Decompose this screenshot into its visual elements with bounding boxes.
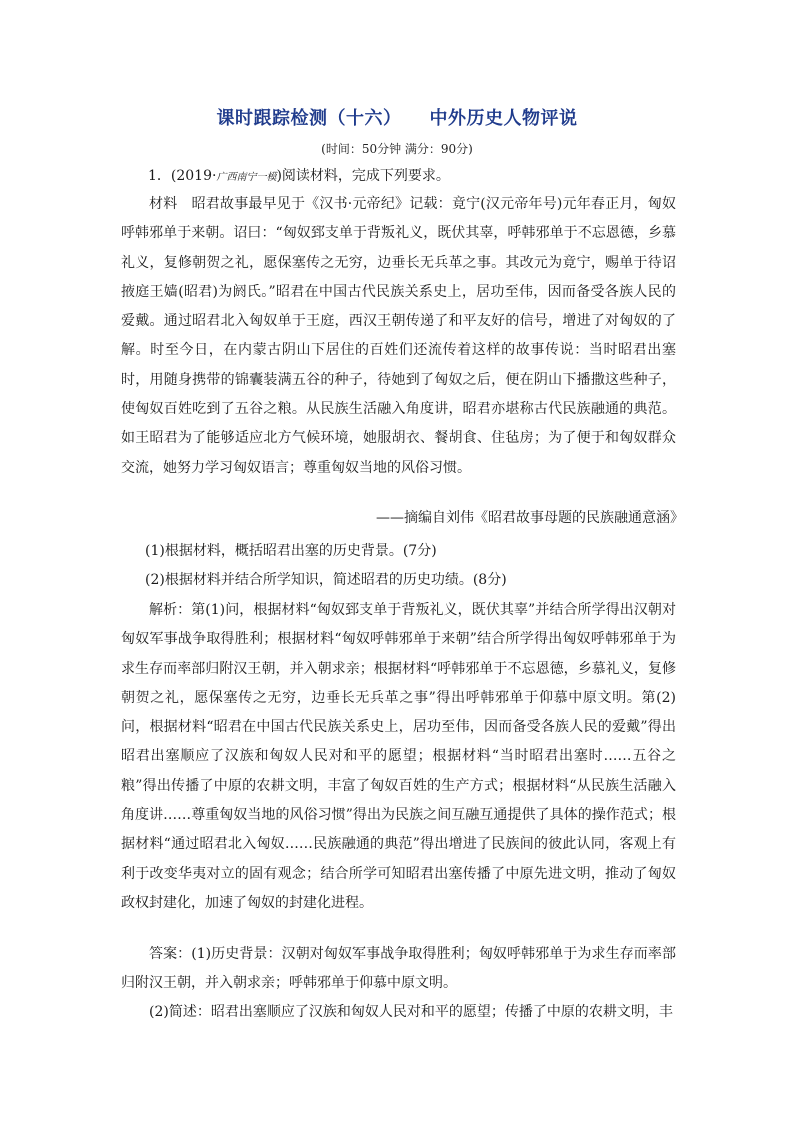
page-title	[0, 104, 794, 130]
sub-question-1: (1)根据材料，概括昭君出塞的历史背景。(7分)	[145, 543, 437, 559]
handwritten-source: 广西南宁一模	[216, 172, 277, 183]
sub-question-2: (2)根据材料并结合所学知识，简述昭君的历史功绩。(8分)	[145, 572, 507, 588]
answer-part-2: (2)简述：昭君出塞顺应了汉族和匈奴人民对和平的愿望；传播了中原的农耕文明，丰	[149, 1004, 673, 1020]
question-prefix: 1．(2019·	[148, 168, 217, 184]
analysis-paragraph: 解析：第(1)问，根据材料“匈奴郅支单于背叛礼义，既伏其辜”并结合所学得出汉朝对匈奴军事战争取得胜利；根据材料“匈奴呼韩邪单于来朝”结合所学得出匈奴呼韩邪单于为求生存而率部归附汉王朝，并入朝求亲；根据材料“呼韩邪单于不忘恩德，乡慕礼义，复修朝贺之礼，愿保塞传之无穷，边垂长无兵革之事”得出呼韩邪单于仰慕中原文明。第(2)问，根据材料“昭君在中国古代民族关系史上，居功至伟，因而备受各族人民的爱戴”得出昭君出塞顺应了汉族和匈奴人民对和平的愿望；根据材料“当时昭君出塞时……五谷之粮”得出传播了中原的农耕文明，丰富了匈奴百姓的生产方式；根据材料“从民族生活融入角度讲……尊重匈奴当地的风俗习惯”得出为民族之间互融互通提供了具体的操作范式；根据材料“通过昭君北入匈奴……民族融通的典范”得出增进了民族间的彼此认同，客观上有利于改变华夷对立的固有观念；结合所学可知昭君出塞传播了中原先进文明，推动了匈奴政权封建化，加速了匈奴的封建化进程。	[121, 602, 676, 911]
question-suffix: )阅读材料，完成下列要求。	[276, 168, 450, 184]
material-source: ——摘编自刘伟《昭君故事母题的民族融通意涵》	[376, 510, 684, 526]
title-part1: 课时跟踪检测（十六）	[216, 108, 402, 129]
material-paragraph: 材料 昭君故事最早见于《汉书·元帝纪》记载：竟宁(汉元帝年号)元年春正月，匈奴呼韩邪单于来朝。诏曰：“匈奴郅支单于背叛礼义，既伏其辜，呼韩邪单于不忘恩德，乡慕礼义，复修朝贺之礼，愿保塞传之无穷，边垂长无兵革之事。其改元为竟宁，赐单于待诏掖庭王嫱(昭君)为阏氏。”昭君在中国古代民族关系史上，居功至伟，因而备受各族人民的爱戴。通过昭君北入匈奴单于王庭，西汉王朝传递了和平友好的信号，增进了对匈奴的了解。时至今日，在内蒙古阴山下居住的百姓们还流传着这样的故事传说：当时昭君出塞时，用随身携带的锦囊装满五谷的种子，待她到了匈奴之后，便在阴山下播撒这些种子，使匈奴百姓吃到了五谷之粮。从民族生活融入角度讲，昭君亦堪称古代民族融通的典范。如王昭君为了能够适应北方气候环境，她服胡衣、餐胡食、住毡房；为了便于和匈奴群众交流，她努力学习匈奴语言；尊重匈奴当地的风俗习惯。	[121, 196, 676, 476]
title-part2: 中外历史人物评说	[429, 108, 578, 129]
answer-part-1: 答案：(1)历史背景：汉朝对匈奴军事战争取得胜利；匈奴呼韩邪单于为求生存而率部归附汉王朝，并入朝求亲；呼韩邪单于仰慕中原文明。	[121, 946, 676, 992]
question-1-stem	[148, 166, 450, 188]
page-subtitle: (时间：50分钟 满分：90分)	[321, 142, 473, 156]
